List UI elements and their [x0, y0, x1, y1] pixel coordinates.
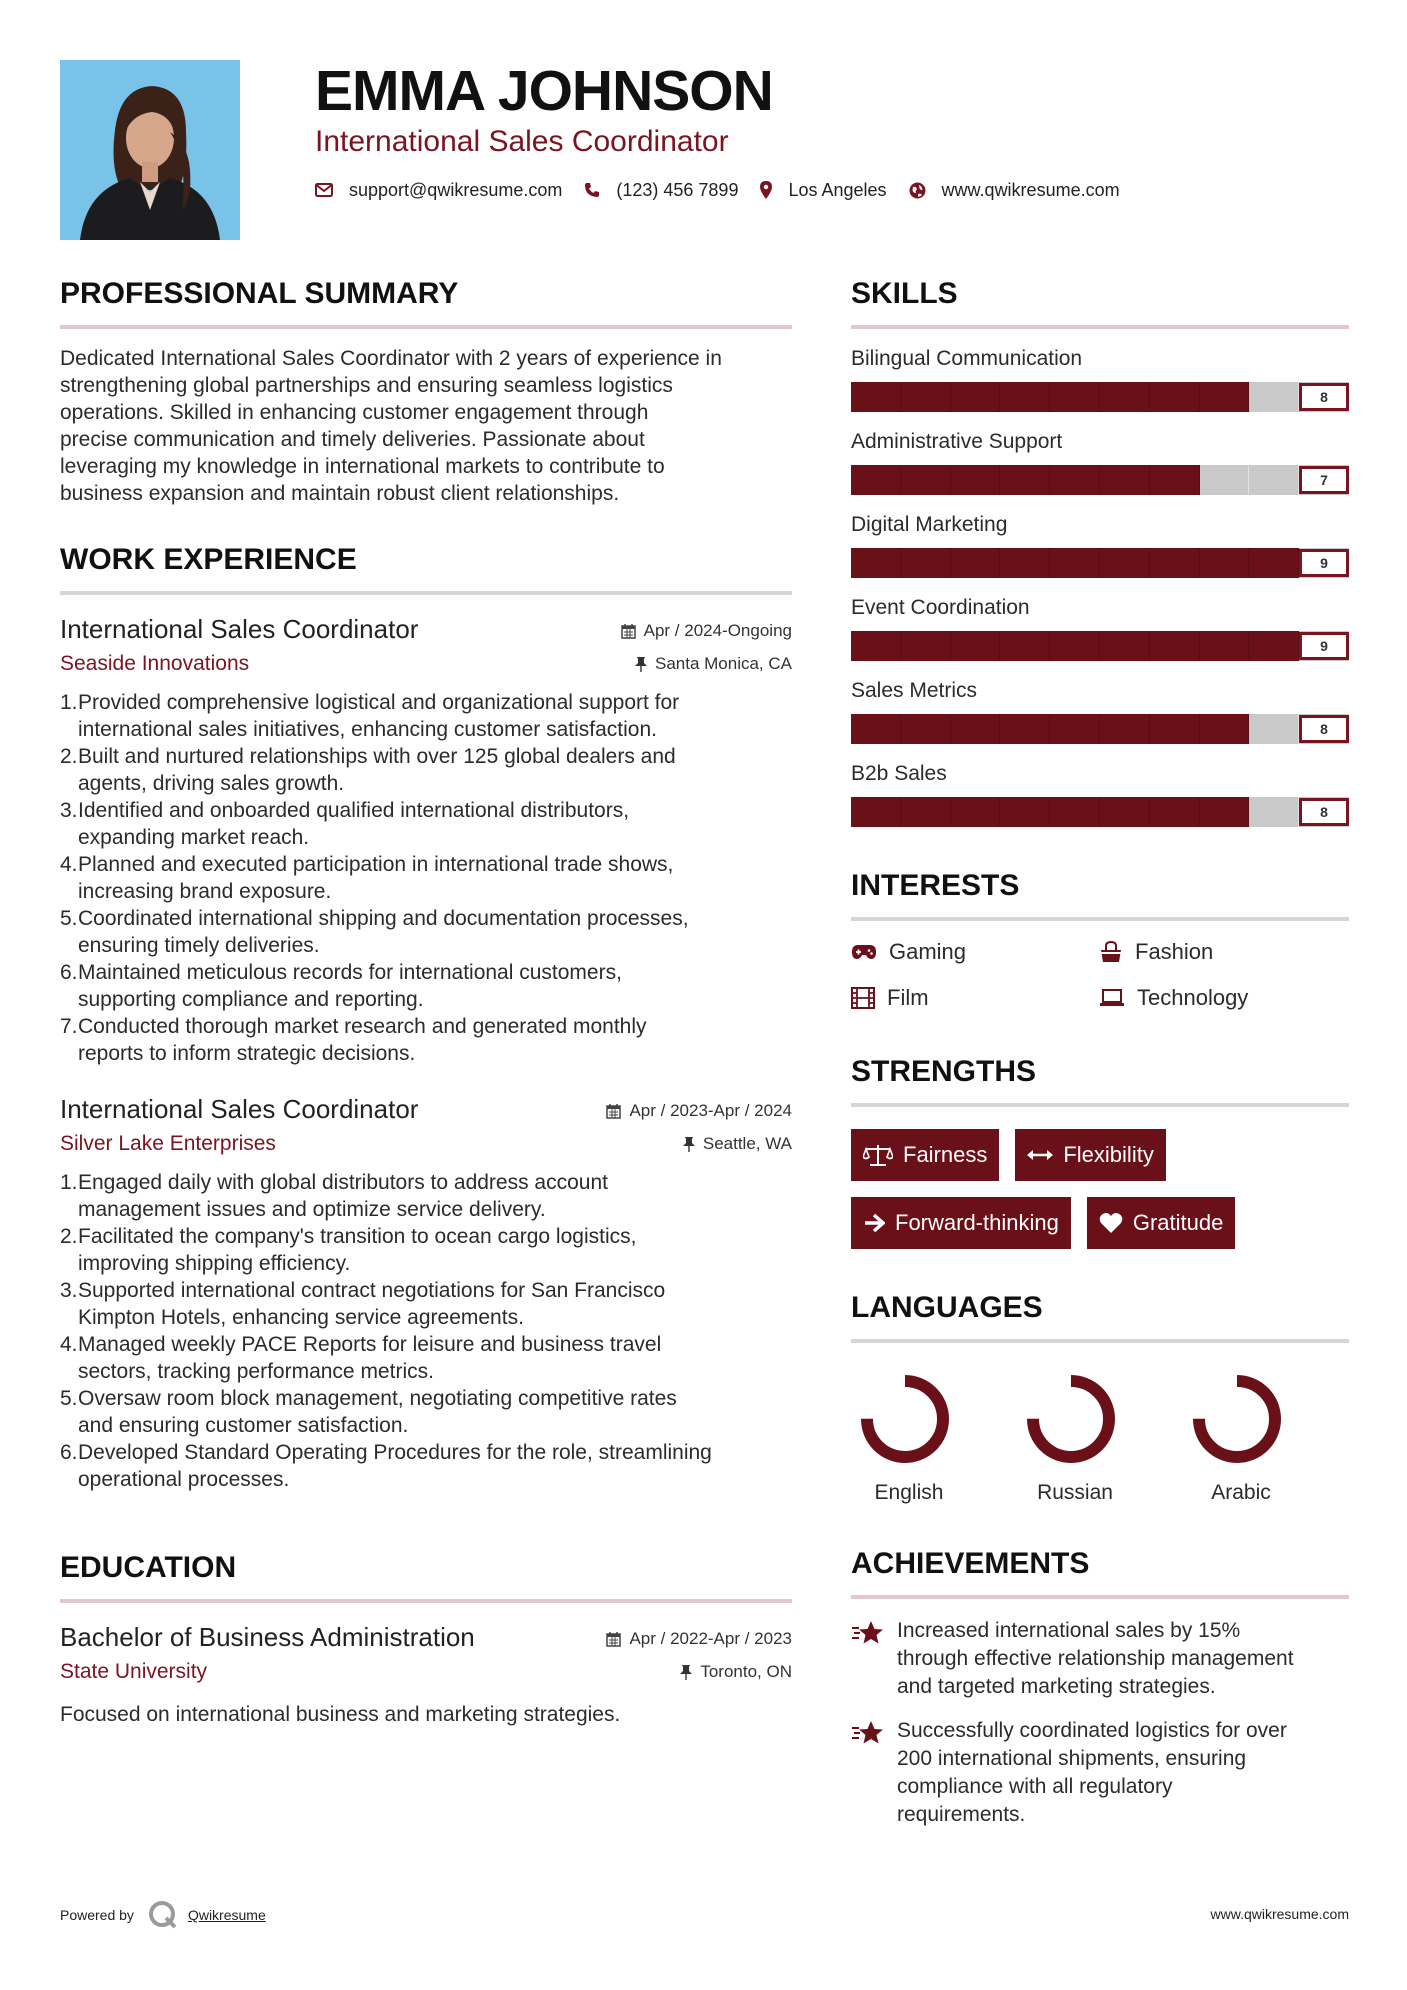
skill-bar-segment	[1150, 382, 1200, 412]
skill-bar-segment	[1150, 714, 1200, 744]
list-item: 4. Planned and executed participation in international trade shows, increasing brand exposure.	[60, 853, 674, 903]
skill-bar-segment	[1050, 382, 1100, 412]
degree-title: Bachelor of Business Administration	[60, 1622, 475, 1652]
pushpin-icon	[635, 657, 647, 672]
skill-bar-segment	[1050, 631, 1100, 661]
languages-list	[851, 1369, 1349, 1505]
skill-label: Bilingual Communication	[851, 347, 1083, 370]
skill-bar-segment	[951, 382, 1001, 412]
skill-bar-segment	[1249, 797, 1299, 827]
job-entry	[60, 1093, 792, 1493]
language-label: Arabic	[1211, 1481, 1271, 1504]
company-name: Seaside Innovations	[60, 652, 250, 675]
calendar-icon	[606, 1104, 621, 1119]
job-dates	[606, 1101, 792, 1121]
education-dates	[606, 1629, 792, 1649]
skill-bar-segment	[901, 631, 951, 661]
skill-bar-segment	[901, 548, 951, 578]
contact-location-text: Los Angeles	[788, 179, 887, 200]
right-column	[851, 275, 1349, 1829]
interest-item	[1099, 937, 1347, 967]
star-award-icon	[851, 1719, 885, 1747]
interest-label: Technology	[1137, 985, 1249, 1010]
calendar-icon	[606, 1632, 621, 1647]
candidate-name: EMMA JOHNSON	[315, 59, 773, 123]
phone-icon	[584, 182, 600, 198]
language-item	[1183, 1369, 1349, 1505]
interest-item	[1099, 983, 1347, 1013]
list-item: 6. Maintained meticulous records for international customers, supporting compliance and reporting.	[60, 961, 622, 1011]
skill-score: 8	[1299, 383, 1349, 411]
skill-item	[851, 428, 1349, 495]
skill-bar	[851, 714, 1349, 744]
calendar-icon	[621, 624, 636, 639]
contact-email-text[interactable]: support@qwikresume.com	[349, 179, 563, 200]
skill-bar-segment	[951, 631, 1001, 661]
strength-label: Forward-thinking	[895, 1210, 1059, 1235]
skill-bar-segment	[1000, 714, 1050, 744]
skill-bar-segment	[1000, 382, 1050, 412]
achievement-text: Increased international sales by 15% through effective relationship management and targeted marketing strategies.	[897, 1619, 1294, 1698]
list-item: 7. Conducted thorough market research and generated monthly reports to inform strategic decisions.	[60, 1015, 647, 1065]
skill-item	[851, 345, 1349, 412]
skill-bar-segment	[1100, 382, 1150, 412]
skill-bar-segment	[851, 548, 901, 578]
job-bullets	[60, 689, 792, 1067]
profile-photo	[60, 60, 240, 240]
language-item	[851, 1369, 1017, 1505]
skill-label: Sales Metrics	[851, 679, 978, 702]
qwikresume-link[interactable]: Qwikresume	[187, 1907, 266, 1923]
education-location	[680, 1662, 792, 1682]
job-entry	[60, 613, 792, 1067]
contact-location	[760, 180, 886, 201]
arrows-horizontal-icon	[1027, 1148, 1053, 1162]
skill-bar-segment	[1249, 714, 1299, 744]
skill-label: Event Coordination	[851, 596, 1030, 619]
interests-list	[851, 937, 1349, 1013]
strength-badge	[851, 1129, 999, 1181]
skill-bar-segment	[851, 714, 901, 744]
skill-bar-segment	[1000, 465, 1050, 495]
laptop-icon	[1099, 989, 1125, 1007]
language-level-arc	[1033, 1381, 1109, 1457]
interest-item	[851, 983, 1099, 1013]
skill-bar-segment	[1249, 548, 1299, 578]
skill-bar-segment	[851, 382, 901, 412]
languages-heading: LANGUAGES	[851, 1289, 1349, 1343]
language-level-ring	[1187, 1369, 1287, 1469]
shopping-bag-icon	[1099, 941, 1123, 963]
skill-bar-segment	[1150, 631, 1200, 661]
language-item	[1017, 1369, 1183, 1505]
skill-bar-segment	[1000, 548, 1050, 578]
skill-bar-segment	[1100, 631, 1150, 661]
education-description: Focused on international business and marketing strategies.	[60, 1703, 621, 1726]
company-name: Silver Lake Enterprises	[60, 1132, 276, 1155]
skill-bar-segment	[1100, 548, 1150, 578]
language-level-ring	[855, 1369, 955, 1469]
skill-bar-segment	[1249, 465, 1299, 495]
skill-bar-segment	[1100, 797, 1150, 827]
strengths-heading: STRENGTHS	[851, 1053, 1349, 1107]
skill-bar-segment	[1200, 465, 1250, 495]
job-dates	[621, 621, 792, 641]
summary-line: operations. Skilled in enhancing customer engagement through	[60, 401, 649, 424]
skill-score: 8	[1299, 715, 1349, 743]
contact-website-text[interactable]: www.qwikresume.com	[941, 179, 1120, 200]
skill-item	[851, 677, 1349, 744]
skill-bar-segment	[1200, 714, 1250, 744]
strength-badge	[851, 1197, 1071, 1249]
language-level-ring	[1021, 1369, 1121, 1469]
skill-bar-segment	[1100, 714, 1150, 744]
skill-bar-segment	[901, 797, 951, 827]
job-dates-text: Apr / 2024-Ongoing	[643, 621, 792, 640]
list-item: 6. Developed Standard Operating Procedures for the role, streamlining operational processes.	[60, 1441, 712, 1491]
skills-heading: SKILLS	[851, 275, 1349, 329]
skill-bar-segment	[851, 631, 901, 661]
left-column	[60, 275, 792, 1728]
summary-line: Dedicated International Sales Coordinator with 2 years of experience in	[60, 347, 722, 370]
job-bullets	[60, 1169, 792, 1493]
skill-score: 7	[1299, 466, 1349, 494]
skill-bar-segment	[1150, 797, 1200, 827]
skill-item	[851, 760, 1349, 827]
pushpin-icon	[680, 1665, 692, 1680]
education-entry	[60, 1621, 792, 1728]
strength-badge	[1015, 1129, 1165, 1181]
skill-bar-segment	[901, 465, 951, 495]
skill-item	[851, 511, 1349, 578]
heart-icon	[1099, 1212, 1123, 1234]
interests-heading: INTERESTS	[851, 867, 1349, 921]
summary-line: precise communication and timely deliveries. Passionate about	[60, 428, 645, 451]
skill-score: 9	[1299, 632, 1349, 660]
skill-bar-segment	[951, 465, 1001, 495]
list-item: 1. Provided comprehensive logistical and organizational support for international sales initiatives, enhancing customer satisfaction.	[60, 691, 680, 741]
education-heading: EDUCATION	[60, 1549, 792, 1603]
skill-bar-segment	[1200, 548, 1250, 578]
footer-url[interactable]: www.qwikresume.com	[1210, 1906, 1349, 1922]
powered-by-label: Powered by	[60, 1907, 134, 1923]
list-item: 3. Identified and onboarded qualified international distributors, expanding market reach.	[60, 799, 630, 849]
skill-score: 9	[1299, 549, 1349, 577]
skill-bar-segment	[1200, 382, 1250, 412]
skill-bar	[851, 631, 1349, 661]
skill-bar	[851, 548, 1349, 578]
skill-label: B2b Sales	[851, 762, 947, 785]
skill-bar-segment	[1200, 797, 1250, 827]
skill-bar-segment	[1050, 714, 1100, 744]
contact-phone	[584, 180, 738, 201]
list-item: 2. Facilitated the company's transition to ocean cargo logistics, improving shipping efficiency.	[60, 1225, 637, 1275]
interest-item	[851, 937, 1099, 967]
experience-heading: WORK EXPERIENCE	[60, 541, 792, 595]
footer-powered-by	[60, 1900, 266, 1930]
education-dates-text: Apr / 2022-Apr / 2023	[629, 1629, 792, 1648]
school-name: State University	[60, 1660, 208, 1683]
achievement-text: Successfully coordinated logistics for over 200 international shipments, ensuring compliance with all regulatory requirements.	[897, 1719, 1287, 1826]
summary-heading: PROFESSIONAL SUMMARY	[60, 275, 792, 329]
skill-bar-segment	[901, 382, 951, 412]
list-item: 4. Managed weekly PACE Reports for leisure and business travel sectors, tracking performance metrics.	[60, 1333, 662, 1383]
contact-website[interactable]	[909, 180, 1120, 201]
skill-bar	[851, 382, 1349, 412]
skill-score: 8	[1299, 798, 1349, 826]
achievement-item	[851, 1617, 1349, 1701]
interest-label: Film	[887, 985, 929, 1010]
list-item: 2. Built and nurtured relationships with over 125 global dealers and agents, driving sales growth.	[60, 745, 676, 795]
contact-bar	[315, 178, 1142, 202]
language-level-arc	[867, 1381, 943, 1457]
skill-bar-segment	[1249, 631, 1299, 661]
envelope-icon	[315, 183, 333, 197]
list-item: 5. Coordinated international shipping and documentation processes, ensuring timely deliveries.	[60, 907, 689, 957]
skill-bar-segment	[951, 714, 1001, 744]
skill-item	[851, 594, 1349, 661]
candidate-title: International Sales Coordinator	[315, 125, 729, 158]
skill-label: Administrative Support	[851, 430, 1063, 453]
language-label: English	[874, 1481, 944, 1504]
achievements-heading: ACHIEVEMENTS	[851, 1545, 1349, 1599]
interest-label: Gaming	[889, 939, 967, 964]
skill-bar-segment	[1150, 465, 1200, 495]
job-location-text: Seattle, WA	[702, 1134, 792, 1153]
skill-bar-segment	[1000, 797, 1050, 827]
arrow-right-icon	[863, 1213, 885, 1233]
job-dates-text: Apr / 2023-Apr / 2024	[629, 1101, 792, 1120]
skill-bar-segment	[1249, 382, 1299, 412]
skill-bar-segment	[851, 465, 901, 495]
gamepad-icon	[851, 944, 877, 960]
list-item: 3. Supported international contract negotiations for San Francisco Kimpton Hotels, enhancing service agreements.	[60, 1279, 666, 1329]
strength-badge	[1087, 1197, 1236, 1249]
skill-bar-segment	[1050, 548, 1100, 578]
map-marker-icon	[760, 181, 772, 199]
summary-line: leveraging my knowledge in international markets to contribute to	[60, 455, 665, 478]
skill-bar-segment	[901, 714, 951, 744]
job-location	[683, 1134, 792, 1154]
strength-label: Flexibility	[1063, 1142, 1154, 1167]
skill-bar	[851, 465, 1349, 495]
interest-label: Fashion	[1135, 939, 1214, 964]
strength-label: Gratitude	[1132, 1210, 1224, 1235]
list-item: 5. Oversaw room block management, negotiating competitive rates and ensuring customer satisfaction.	[60, 1387, 677, 1437]
skill-bar-segment	[1000, 631, 1050, 661]
education-location-text: Toronto, ON	[700, 1662, 792, 1681]
skill-label: Digital Marketing	[851, 513, 1008, 536]
summary-text	[60, 345, 792, 507]
list-item: 1. Engaged daily with global distributors to address account management issues and optimize service delivery.	[60, 1171, 608, 1221]
skill-bar-segment	[1150, 548, 1200, 578]
job-location-text: Santa Monica, CA	[654, 654, 792, 673]
job-title: International Sales Coordinator	[60, 1094, 419, 1124]
film-icon	[851, 987, 875, 1009]
skill-bar	[851, 797, 1349, 827]
skill-bar-segment	[1200, 631, 1250, 661]
qwikresume-logo-icon	[148, 1900, 178, 1930]
job-title: International Sales Coordinator	[60, 614, 419, 644]
globe-icon	[909, 182, 926, 199]
summary-line: business expansion and maintain robust client relationships.	[60, 482, 620, 505]
strength-label: Fairness	[903, 1142, 988, 1167]
contact-phone-text: (123) 456 7899	[616, 179, 739, 200]
skill-bar-segment	[1050, 797, 1100, 827]
language-label: Russian	[1037, 1481, 1113, 1504]
balance-scale-icon	[863, 1144, 893, 1166]
contact-email[interactable]	[315, 180, 562, 201]
skill-bar-segment	[1050, 465, 1100, 495]
job-location	[635, 654, 792, 674]
pushpin-icon	[683, 1137, 695, 1152]
language-level-arc	[1199, 1381, 1275, 1457]
skill-bar-segment	[951, 797, 1001, 827]
skill-bar-segment	[1100, 465, 1150, 495]
achievement-item	[851, 1717, 1349, 1829]
star-award-icon	[851, 1619, 885, 1647]
strengths-list	[851, 1129, 1349, 1249]
skills-list	[851, 345, 1349, 827]
skill-bar-segment	[951, 548, 1001, 578]
summary-line: strengthening global partnerships and ensuring seamless logistics	[60, 374, 673, 397]
skill-bar-segment	[851, 797, 901, 827]
